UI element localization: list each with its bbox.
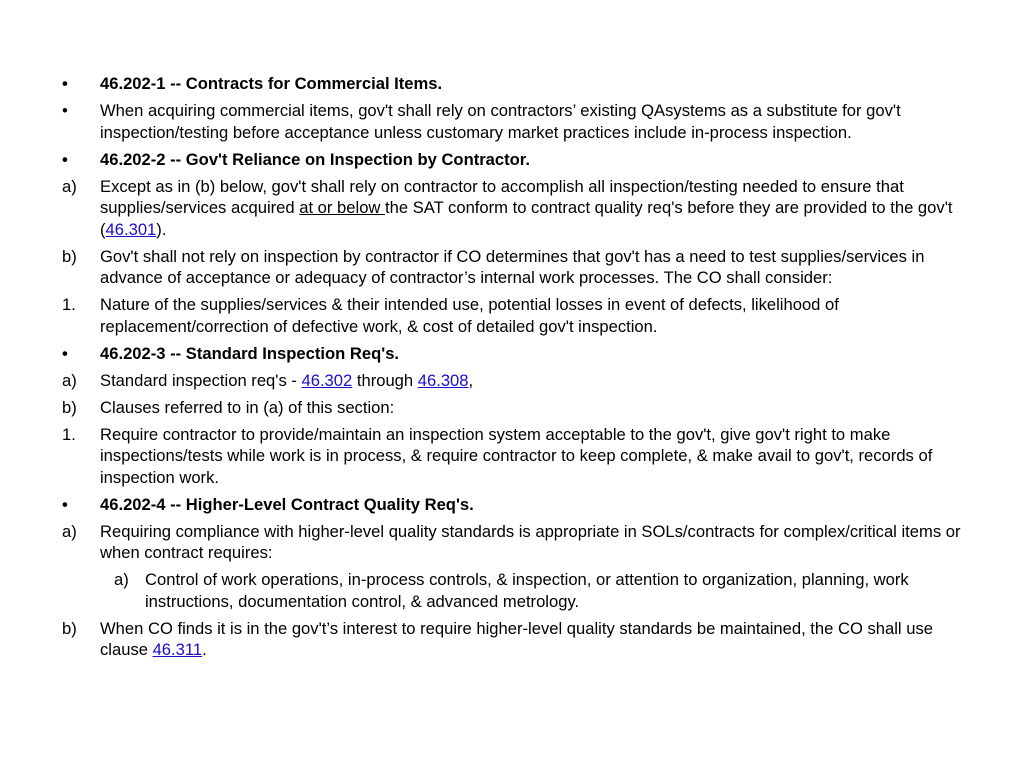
list-item xyxy=(0,370,1024,392)
list-item xyxy=(0,618,1024,661)
text-run: Control of work operations, in-process controls, & inspection, or attention to organization, planning, work instructions, documentation control, & advanced metrology. xyxy=(145,570,909,611)
text-run: ). xyxy=(156,219,167,239)
far-reference-link[interactable]: 46.301 xyxy=(105,219,157,239)
item-text xyxy=(100,371,473,390)
item-text xyxy=(100,295,839,336)
item-text xyxy=(100,495,474,514)
far-reference-link[interactable]: 46.302 xyxy=(301,370,353,390)
list-item xyxy=(0,100,1024,143)
section-heading xyxy=(0,73,1024,95)
text-run: Clauses referred to in (a) of this section: xyxy=(100,397,395,417)
far-reference-link[interactable]: 46.308 xyxy=(417,370,469,390)
list-marker: a) xyxy=(62,370,77,390)
text-run: Standard inspection req's - xyxy=(100,370,302,390)
item-text xyxy=(100,398,394,417)
item-text xyxy=(100,177,952,239)
text-run: , xyxy=(468,370,474,390)
list-marker: • xyxy=(62,101,68,120)
text-run: When acquiring commercial items, gov't shall rely on contractors’ existing QAsystems as a substitute for gov't inspection/testing before acceptance unless customary market practices include in-process inspection. xyxy=(100,101,901,142)
list-marker: • xyxy=(62,343,68,363)
list-item xyxy=(0,294,1024,337)
list-marker: a) xyxy=(114,570,129,589)
list-marker: a) xyxy=(62,521,77,541)
list-marker: • xyxy=(62,494,68,514)
item-text xyxy=(100,344,399,363)
text-run: Gov't shall not rely on inspection by contractor if CO determines that gov't has a need to test supplies/services in advance of acceptance or adequacy of contractor’s internal work processes. The CO shall consider: xyxy=(100,246,925,287)
section-heading xyxy=(0,343,1024,365)
list-item xyxy=(0,397,1024,419)
list-item xyxy=(0,176,1024,241)
list-marker: • xyxy=(62,74,68,93)
text-run: . xyxy=(202,640,207,659)
list-marker: • xyxy=(62,149,68,169)
item-text xyxy=(100,247,924,288)
text-run: 46.202-2 -- Gov't Reliance on Inspection by Contractor. xyxy=(100,149,530,169)
text-run: Requiring compliance with higher-level quality standards is appropriate in SOLs/contracts for complex/critical items or when contract requires: xyxy=(100,521,961,562)
section-heading xyxy=(0,494,1024,516)
item-text xyxy=(100,101,901,142)
list-marker: 1. xyxy=(62,424,76,444)
underlined-text: at or below xyxy=(299,198,386,217)
item-text xyxy=(100,74,442,93)
list-item xyxy=(0,424,1024,489)
text-run: Nature of the supplies/services & their intended use, potential losses in event of defects, likelihood of replacement/correction of defective work, & cost of detailed gov't inspection. xyxy=(100,295,839,336)
text-run: 46.202-4 -- Higher-Level Contract Quality Req's. xyxy=(100,494,474,514)
far-reference-link[interactable]: 46.311 xyxy=(152,640,203,659)
list-marker: b) xyxy=(62,397,77,417)
item-text xyxy=(100,619,933,660)
item-text xyxy=(145,570,909,611)
text-run: Except as in (b) below, gov't shall rely on contractor to accomplish all inspection/testing needed to ensure that supplies/services acquired xyxy=(100,176,904,217)
item-text xyxy=(100,425,932,487)
text-run: Require contractor to provide/maintain an inspection system acceptable to the gov't, give gov't right to make inspections/tests while work is in process, & require contractor to keep complete, & make avail to gov't, records of inspection work. xyxy=(100,424,933,487)
list-marker: b) xyxy=(62,246,77,266)
list-marker: 1. xyxy=(62,295,76,314)
text-run: When CO finds it is in the gov't’s interest to require higher-level quality standards be maintained, the CO shall use clause xyxy=(100,618,933,659)
section-heading xyxy=(0,149,1024,171)
list-marker: a) xyxy=(62,176,77,196)
text-run: the SAT conform to contract quality req's before they are provided to the gov't ( xyxy=(100,198,953,239)
text-run: 46.202-1 -- Contracts for Commercial Items. xyxy=(100,74,443,93)
text-run: through xyxy=(352,370,418,390)
list-item xyxy=(0,246,1024,289)
list-marker: b) xyxy=(62,618,77,638)
item-text xyxy=(100,150,530,169)
sub-list-item xyxy=(0,569,1024,612)
item-text xyxy=(100,522,961,563)
text-run: 46.202-3 -- Standard Inspection Req's. xyxy=(100,343,400,363)
list-item xyxy=(0,521,1024,564)
